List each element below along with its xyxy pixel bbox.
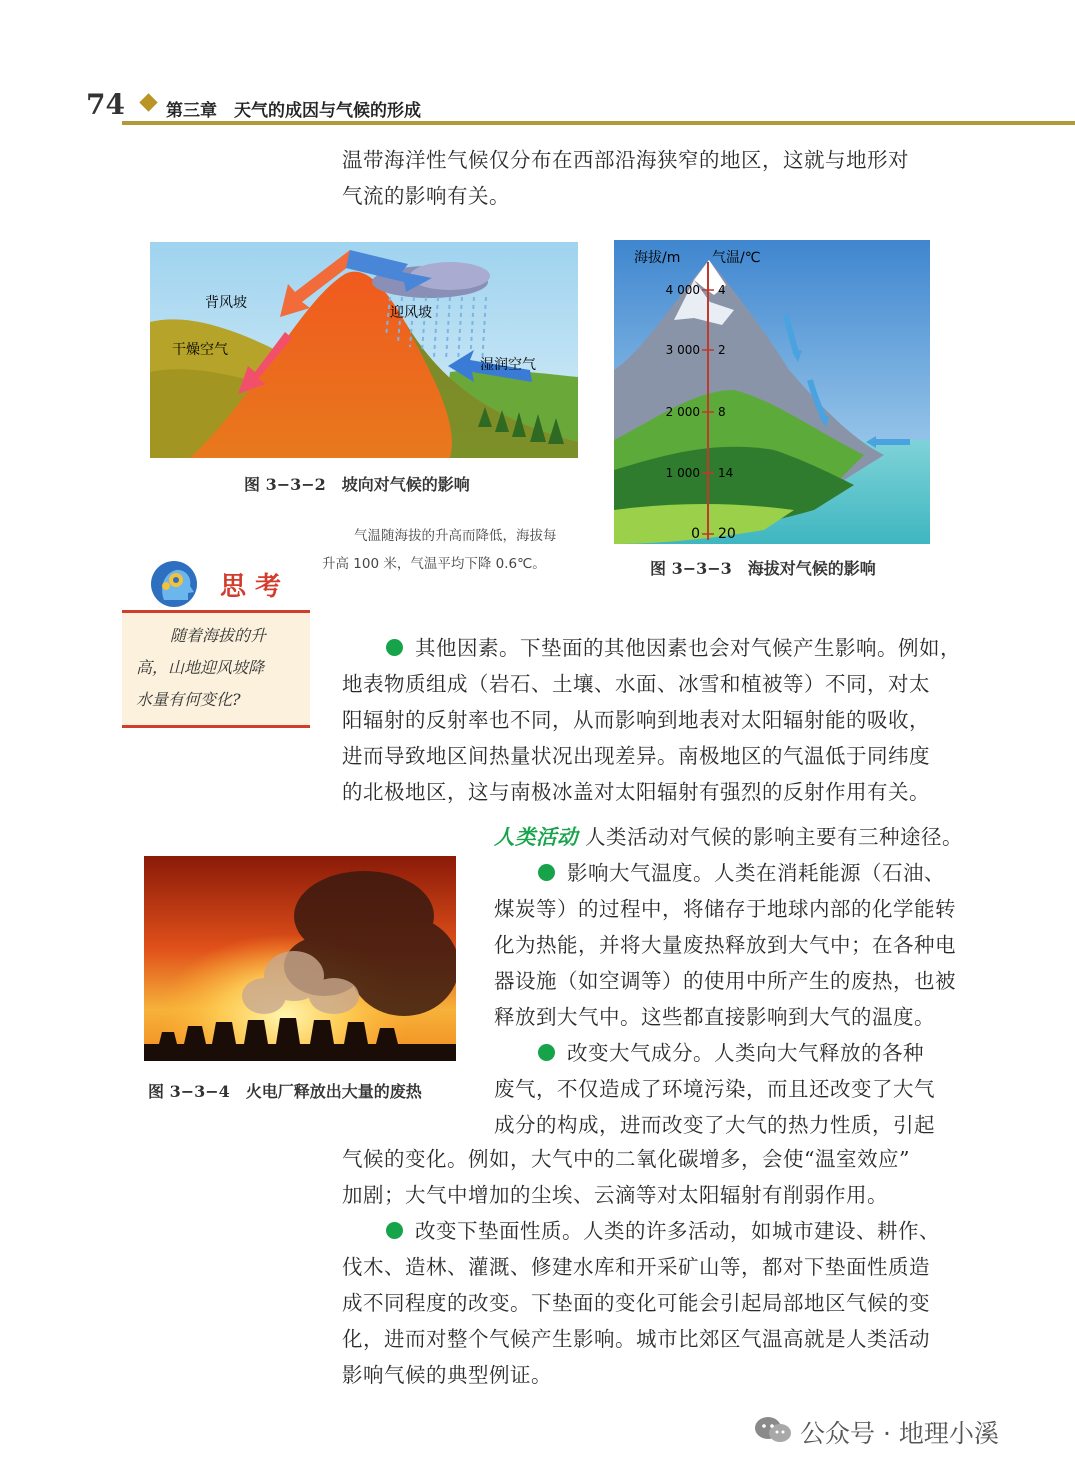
wechat-icon <box>753 1415 793 1445</box>
composition-surface-paragraph <box>342 1141 982 1393</box>
altitude-figure <box>614 240 930 544</box>
leeward-label: 背风坡 <box>205 295 247 311</box>
paragraph-line: 阳辐射的反射率也不同，从而影响到地表对太阳辐射能的吸收， <box>342 708 930 732</box>
bullet-icon <box>538 1044 555 1061</box>
tick-altitude: 0 <box>691 526 700 542</box>
line-text: 影响大气温度。人类在消耗能源（石油、 <box>567 861 945 885</box>
tick-temperature: 20 <box>718 526 736 542</box>
altitude-caption: 图 3−3−3 海拔对气候的影响 <box>650 559 876 578</box>
tick-temperature: 14 <box>718 466 734 480</box>
power-plant-image <box>144 856 456 1061</box>
slope-diagram <box>150 242 578 458</box>
altitude-axis-label: 海拔/m <box>634 250 681 266</box>
temperature-paragraph <box>494 855 974 1143</box>
bullet-icon <box>386 639 403 656</box>
think-question <box>136 620 302 716</box>
paragraph-line: 释放到大气中。这些都直接影响到大气的温度。 <box>494 1005 935 1029</box>
paragraph-line: 气候的变化。例如，大气中的二氧化碳增多，会使“温室效应” <box>342 1147 910 1171</box>
tick-temperature: 4 <box>718 283 726 297</box>
bullet-icon <box>538 864 555 881</box>
power-plant-photo <box>144 856 456 1061</box>
power-plant-caption: 图 3−3−4 火电厂释放出大量的废热 <box>148 1082 422 1101</box>
tick-temperature: 8 <box>718 405 726 419</box>
think-line: 高，山地迎风坡降 <box>136 658 265 677</box>
think-line: 水量有何变化? <box>136 690 241 709</box>
tick-altitude: 4 000 <box>665 283 700 297</box>
paragraph-line: 化，进而对整个气候产生影响。城市比郊区气温高就是人类活动 <box>342 1327 930 1351</box>
intro-line-1: 温带海洋性气候仅分布在西部沿海狭窄的地区，这就与地形对 <box>342 148 909 172</box>
other-factors-paragraph <box>342 630 982 810</box>
paragraph-line <box>342 1213 982 1249</box>
paragraph-line <box>494 855 974 891</box>
intro-line-2: 气流的影响有关。 <box>342 184 510 208</box>
paragraph-line: 伐木、造林、灌溉、修建水库和开采矿山等，都对下垫面性质造 <box>342 1255 930 1279</box>
tick-temperature: 2 <box>718 343 726 357</box>
moist-air-label: 湿润空气 <box>480 357 536 373</box>
slope-figure <box>150 242 578 458</box>
watermark-text: 公众号 · 地理小溪 <box>800 1419 999 1448</box>
paragraph-line: 成分的构成，进而改变了大气的热力性质，引起 <box>494 1113 935 1137</box>
bullet-icon <box>386 1222 403 1239</box>
human-activity-term: 人类活动 <box>494 825 578 849</box>
paragraph-line: 煤炭等）的过程中，将储存于地球内部的化学能转 <box>494 897 956 921</box>
paragraph-line: 进而导致地区间热量状况出现差异。南极地区的气温低于同纬度 <box>342 744 930 768</box>
paragraph-line <box>494 1035 974 1071</box>
chapter-diamond-icon <box>139 93 157 111</box>
paragraph-line <box>342 630 982 666</box>
paragraph-line: 加剧；大气中增加的尘埃、云滴等对太阳辐射有削弱作用。 <box>342 1183 888 1207</box>
paragraph-line: 废气，不仅造成了环境污染，而且还改变了大气 <box>494 1077 935 1101</box>
altitude-diagram <box>614 240 930 544</box>
temperature-axis-label: 气温/℃ <box>712 250 761 266</box>
dry-air-label: 干燥空气 <box>172 342 228 358</box>
paragraph-line: 器设施（如空调等）的使用中所产生的废热，也被 <box>494 969 956 993</box>
tick-altitude: 3 000 <box>665 343 700 357</box>
windward-label: 迎风坡 <box>390 305 432 321</box>
slope-caption: 图 3−3−2 坡向对气候的影响 <box>244 475 470 494</box>
tick-altitude: 1 000 <box>665 466 700 480</box>
header-rule <box>122 121 1075 125</box>
paragraph-line: 成不同程度的改变。下垫面的变化可能会引起局部地区气候的变 <box>342 1291 930 1315</box>
human-activity-intro: 人类活动对气候的影响主要有三种途径。 <box>585 825 964 849</box>
paragraph-line: 地表物质组成（岩石、土壤、水面、冰雪和植被等）不同，对太 <box>342 672 930 696</box>
page-number: 74 <box>86 88 125 121</box>
altitude-note-line-2: 升高 100 米，气温平均下降 0.6℃。 <box>322 556 546 572</box>
line-text: 改变下垫面性质。人类的许多活动，如城市建设、耕作、 <box>415 1219 940 1243</box>
paragraph-line: 的北极地区，这与南极冰盖对太阳辐射有强烈的反射作用有关。 <box>342 780 930 804</box>
paragraph-line: 影响气候的典型例证。 <box>342 1363 552 1387</box>
line-text: 改变大气成分。人类向大气释放的各种 <box>567 1041 924 1065</box>
line-text: 其他因素。下垫面的其他因素也会对气候产生影响。例如， <box>415 636 961 660</box>
thinking-head-icon <box>150 560 198 608</box>
paragraph-line: 化为热能，并将大量废热释放到大气中；在各种电 <box>494 933 956 957</box>
think-line: 随着海拔的升 <box>170 626 267 645</box>
chapter-title: 第三章 天气的成因与气候的形成 <box>166 101 421 121</box>
altitude-note-line-1: 气温随海拔的升高而降低，海拔每 <box>354 528 557 544</box>
human-activity-heading <box>494 819 963 855</box>
tick-altitude: 2 000 <box>665 405 700 419</box>
think-title: 思 考 <box>220 572 282 602</box>
